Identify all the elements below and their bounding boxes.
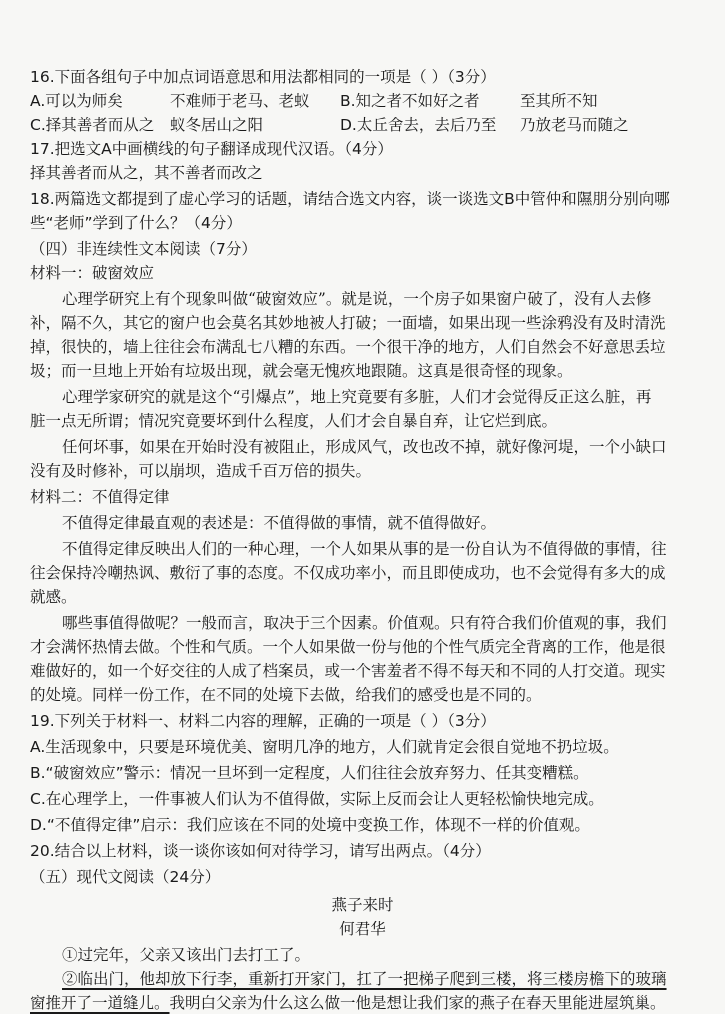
m2-p2-line-1: 不值得定律反映出人们的一种心理，一个人如果从事的是一份自认为不值得做的事情，往	[62, 540, 667, 558]
q19-stem: 19.下列关于材料一、材料二内容的理解，正确的一项是（ ）（3分）	[30, 712, 496, 730]
essay-p2-rest: 我明白父亲为什么这么做一他是想让我们家的燕子在春天里能进屋筑巢。	[169, 994, 666, 1012]
q17-stem: 17.把选文A中画横线的句子翻译成现代汉语。（4分）	[30, 140, 393, 158]
m1-p1-line-1: 心理学研究上有个现象叫做“破窗效应”。就是说，一个房子如果窗户破了，没有人去修	[62, 290, 652, 308]
q20-stem: 20.结合以上材料，谈一谈你该如何对待学习，请写出两点。（4分）	[30, 842, 491, 860]
q17-sentence: 择其善者而从之，其不善者而改之	[30, 164, 263, 182]
q16-option-d1: D.太丘舍去，去后乃至	[340, 116, 497, 134]
m2-p3-line-1: 哪些事值得做呢？一般而言，取决于三个因素。价值观。只有符合我们价值观的事，我们	[62, 614, 667, 632]
m2-p2-line-3: 就感。	[30, 588, 77, 606]
essay-title: 燕子来时	[331, 896, 394, 914]
m1-p1-line-4: 圾；而一旦地上开始有垃圾出现，就会毫无愧疚地跟随。这真是很奇怪的现象。	[30, 362, 573, 380]
essay-p2-underlined-2: 窗推开了一道缝儿。	[30, 994, 170, 1012]
q16-row-ab	[30, 90, 707, 112]
essay-p1: ①过完年，父亲又该出门去打工了。	[62, 946, 311, 964]
m2-p1-line-1: 不值得定律最直观的表述是：不值得做的事情，就不值得做好。	[62, 514, 497, 532]
q19-option-d: D.“不值得定律”启示：我们应该在不同的处境中变换工作，体现不一样的价值观。	[30, 816, 590, 834]
q16-option-a1: A.可以为师矣	[30, 92, 123, 110]
q19-option-a: A.生活现象中，只要是环境优美、窗明几净的地方，人们就肯定会很自觉地不扔垃圾。	[30, 738, 619, 756]
q19-option-b: B.“破窗效应”警示：情况一旦坏到一定程度，人们往往会放弃努力、任其变糟糕。	[30, 764, 589, 782]
m2-p3-line-2: 才会满怀热情去做。个性和气质。一个人如果做一份与他的个性气质完全背离的工作，他是很	[30, 638, 666, 656]
q16-option-a2: 不难师于老马、老蚁	[170, 92, 310, 110]
essay-author: 何君华	[339, 920, 386, 938]
m2-p3-line-3: 难做好的，如一个好交往的人成了档案员，或一个害羞者不得不每天和不同的人打交道。现实	[30, 662, 666, 680]
q16-option-c1: C.择其善者而从之	[30, 116, 155, 134]
m1-p1-line-3: 掉，很快的，墙上往往会布满乱七八糟的东西。一个很干净的地方，人们自然会不好意思丢垃	[30, 338, 666, 356]
m1-p1-line-2: 补，隔不久，其它的窗户也会莫名其妙地被人打破；一面墙，如果出现一些涂鸦没有及时清洗	[30, 314, 666, 332]
material2-title: 材料二：不值得定律	[30, 488, 170, 506]
essay-p2-underlined-1: ②临出门，他却放下行李，重新打开家门，扛了一把梯子爬到三楼，将三楼房檐下的玻璃	[62, 970, 667, 988]
q16-stem: 16.下面各组句子中加点词语意思和用法都相同的一项是（ ）（3分）	[30, 68, 496, 86]
m1-p2-line-1: 心理学家研究的就是这个“引爆点”，地上究竟要有多脏，人们才会觉得反正这么脏，再	[62, 388, 652, 406]
q19-option-c: C.在心理学上，一件事被人们认为不值得做，实际上反而会让人更轻松愉快地完成。	[30, 790, 604, 808]
m1-p3-line-2: 没有及时修补，可以崩坝，造成千百万倍的损失。	[30, 462, 372, 480]
essay-p2-line-1	[30, 968, 707, 990]
q18-line-1: 18.两篇选文都提到了虚心学习的话题，请结合选文内容，谈一谈选文B中管仲和隰朋分别向哪	[30, 190, 670, 208]
m1-p3-line-1: 任何坏事，如果在开始时没有被阻止，形成风气，改也改不掉，就好像河堤，一个小缺口	[62, 438, 667, 456]
m1-p2-line-2: 脏一点无所谓；情况究竟要坏到什么程度，人们才会自暴自弃，让它烂到底。	[30, 412, 558, 430]
q16-option-c2: 蚁冬居山之阳	[170, 116, 264, 134]
m2-p3-line-4: 的处境。同样一份工作，在不同的处境下去做，给我们的感受也是不同的。	[30, 686, 542, 704]
m2-p2-line-2: 往会保持冷嘲热讽、敷衍了事的态度。不仅成功率小，而且即使成功，也不会觉得有多大的成	[30, 564, 666, 582]
q16-option-d2: 乃放老马而随之	[520, 116, 629, 134]
q16-option-b2: 至其所不知	[520, 92, 598, 110]
q16-row-cd	[30, 114, 707, 136]
section5-title: （五）现代文阅读（24分）	[30, 868, 221, 886]
section4-title: （四）非连续性文本阅读（7分）	[30, 240, 257, 258]
essay-p2-line-2	[30, 992, 707, 1014]
q16-option-b1: B.知之者不如好之者	[340, 92, 480, 110]
q18-line-2: 些“老师”学到了什么？（4分）	[30, 214, 242, 232]
material1-title: 材料一：破窗效应	[30, 264, 155, 282]
